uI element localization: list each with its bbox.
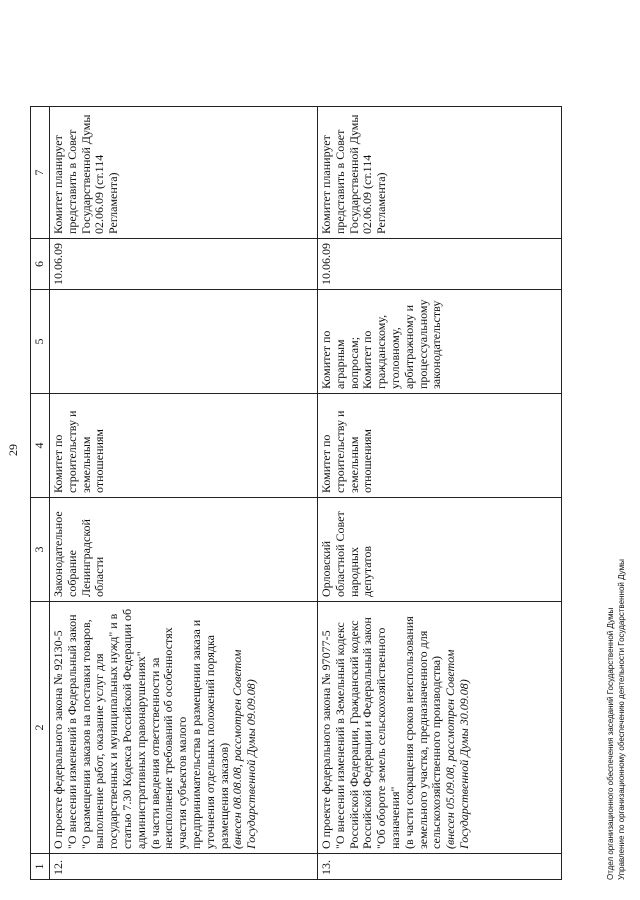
committee-cell: Комитет по строительству и земельным отношениям: [50, 394, 318, 498]
header-cell: 1: [31, 854, 50, 880]
project-line: предпринимательства в размещении заказа и: [188, 619, 203, 849]
table-row: [50, 107, 318, 880]
header-cell: 3: [31, 498, 50, 602]
project-line: (в части введения ответственности за: [147, 657, 162, 849]
initiator-cell: Законодательное собрание Ленинградской области: [50, 498, 318, 602]
header-cell: 6: [31, 239, 50, 290]
project-line: административных правонарушениях": [133, 651, 148, 849]
plan-cell: Комитет планирует представить в Совет Государственной Думы 02.06.09 (ст.114 Регламента): [318, 107, 562, 239]
header-cell: 4: [31, 394, 50, 498]
project-line: статью 7.30 Кодекса Российской Федерации об: [119, 608, 134, 849]
project-line: участия субъектов малого: [175, 716, 190, 849]
header-cell: 5: [31, 290, 50, 394]
row-number: 12.: [50, 854, 318, 880]
project-line: О проекте федерального закона № 97077-5: [319, 630, 333, 849]
project-line: назначения": [387, 786, 402, 849]
date-cell: 10.06.09: [318, 239, 562, 290]
header-cell: 2: [31, 602, 50, 854]
footer-department: Отдел организационного обеспечения заседаний Государственной Думы: [606, 607, 615, 880]
project-cell: [50, 602, 318, 854]
header-cell: 7: [31, 107, 50, 239]
document-table: [30, 106, 562, 880]
submission-note: (внесен 08.08.08, рассмотрен Советом: [230, 649, 245, 849]
project-line: Российской Федерации, Гражданский кодекс: [346, 620, 361, 849]
submission-note: Государственной Думы 30.09.08): [456, 679, 471, 849]
committee-cell: Комитет по строительству и земельным отношениям: [318, 394, 562, 498]
plan-cell: Комитет планирует представить в Совет Государственной Думы 02.06.09 (ст.114 Регламента): [50, 107, 318, 239]
project-line: уточнения отдельных положений порядка: [202, 635, 217, 849]
project-line: земельного участка, предназначенного для: [415, 630, 430, 849]
submission-note: Государственной Думы 09.09.08): [244, 679, 259, 849]
project-line: сельскохозяйственного производства): [429, 655, 444, 849]
project-line: "О внесении изменений в Федеральный закон: [64, 614, 79, 849]
project-line: неисполнение требований об особенностях: [161, 627, 176, 849]
project-line: "О размещении заказов на поставки товаров,: [78, 619, 93, 849]
row-number: 13.: [318, 854, 562, 880]
project-line: О проекте федерального закона № 92130-5: [51, 630, 65, 849]
footer-directorate: Управление по организационному обеспечению деятельности Государственной Думы: [617, 559, 626, 880]
project-line: государственных и муниципальных нужд" и в: [106, 613, 121, 849]
project-line: "О внесении изменений в Земельный кодекс: [332, 622, 347, 849]
initiator-cell: Орловский областной Совет народных депутатов: [318, 498, 562, 602]
date-cell: 10.06.09: [50, 239, 318, 290]
project-line: Российской Федерации и Федеральный закон: [360, 617, 375, 849]
submission-note: (внесен 05.09.08, рассмотрен Советом: [443, 649, 458, 849]
project-line: "Об обороте земель сельскохозяйственного: [374, 627, 389, 849]
project-cell: [318, 602, 562, 854]
page-number: 29: [6, 444, 20, 456]
project-line: (в части сокращения сроков неиспользования: [401, 616, 416, 849]
co-committee-cell: [50, 290, 318, 394]
project-line: выполнение работ, оказание услуг для: [92, 653, 107, 849]
co-committee-cell: Комитет по аграрным вопросам; Комитет по гражданскому, уголовному, арбитражному и процессуальному законодательству: [318, 290, 562, 394]
project-line: размещения заказов): [216, 742, 231, 849]
table-header-row: [31, 107, 50, 880]
table-row: [318, 107, 562, 880]
